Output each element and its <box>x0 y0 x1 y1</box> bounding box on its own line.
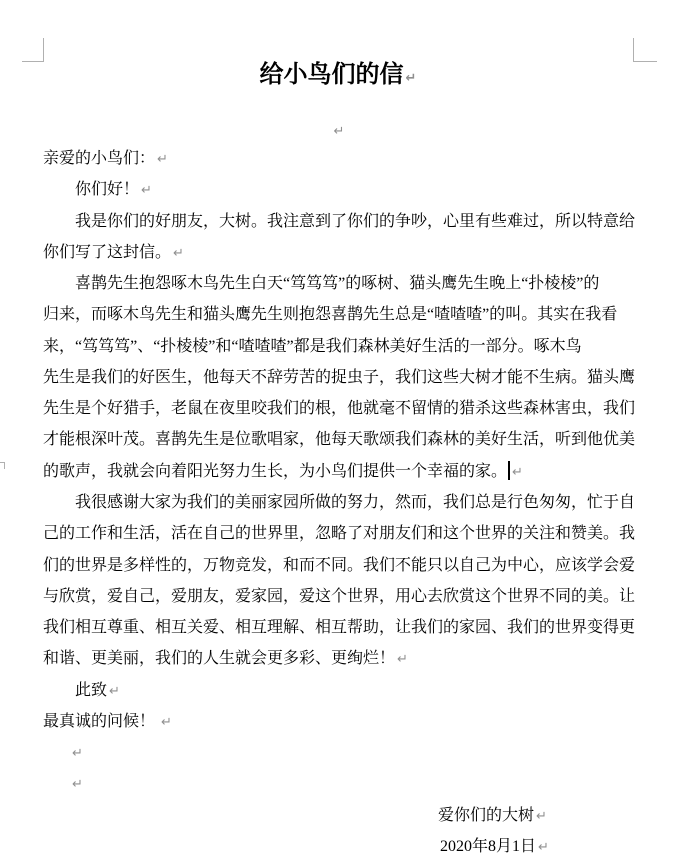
text-line[interactable] <box>43 518 655 549</box>
text-line[interactable] <box>43 174 683 205</box>
line-text: 的歌声，我就会向着阳光努力生长，为小鸟们提供一个幸福的家。 <box>43 463 508 480</box>
text-line[interactable] <box>43 424 655 455</box>
text-line[interactable] <box>43 487 683 518</box>
text-line[interactable] <box>43 362 655 393</box>
text-line[interactable] <box>43 800 683 831</box>
pilcrow-mark: ↵ <box>72 746 83 761</box>
pilcrow-mark: ↵ <box>397 652 408 667</box>
line-text: 亲爱的小鸟们： <box>43 150 156 167</box>
pilcrow-mark: ↵ <box>109 684 120 699</box>
line-text: 己的工作和生活，活在自己的世界里，忽略了对朋友们和这个世界的关注和赞美。我 <box>43 525 636 542</box>
text-line[interactable] <box>43 831 683 862</box>
text-line[interactable] <box>43 143 655 174</box>
pilcrow-mark: ↵ <box>405 71 417 86</box>
text-line[interactable] <box>43 706 655 737</box>
line-text: 我是你们的好朋友，大树。我注意到了你们的争吵，心里有些难过，所以特意给 <box>75 213 636 230</box>
text-line[interactable] <box>43 550 655 581</box>
line-text: 2020年8月1日 <box>440 838 537 855</box>
line-text: 你们好！ <box>75 181 140 198</box>
text-line[interactable] <box>43 299 655 330</box>
text-line[interactable] <box>43 206 683 237</box>
empty-line[interactable] <box>43 737 682 768</box>
empty-line[interactable] <box>43 768 682 799</box>
line-text: 先生是我们的好医生，他每天不辞劳苦的捉虫子，我们这些大树才能不生病。猫头鹰 <box>43 369 636 386</box>
line-text: 最真诚的问候！ <box>43 713 160 730</box>
text-line[interactable] <box>43 581 655 612</box>
line-text: 喜鹊先生抱怨啄木鸟先生白天“笃笃笃”的啄树、猫头鹰先生晚上“扑棱棱”的 <box>75 275 600 292</box>
pilcrow-mark: ↵ <box>157 152 168 167</box>
text-caret <box>508 461 510 480</box>
line-text: 和谐、更美丽，我们的人生就会更多彩、更绚烂！ <box>43 650 396 667</box>
line-text: 先生是个好猎手，老鼠在夜里咬我们的根，他就毫不留情的猎杀这些森林害虫，我们 <box>43 400 636 417</box>
text-line[interactable] <box>43 643 655 674</box>
text-line[interactable] <box>43 393 655 424</box>
line-text: 我很感谢大家为我们的美丽家园所做的努力，然而，我们总是行色匆匆，忙于自 <box>75 494 636 511</box>
line-text: 此致 <box>75 682 108 699</box>
line-text: 归来，而啄木鸟先生和猫头鹰先生则抱怨喜鹊先生总是“喳喳喳”的叫。其实在我看 <box>43 306 618 323</box>
line-text: 与欣赏，爱自己，爱朋友，爱家园，爱这个世界，用心去欣赏这个世界不同的美。让 <box>43 588 636 605</box>
text-line[interactable] <box>43 675 683 706</box>
pilcrow-mark: ↵ <box>141 183 152 198</box>
text-line[interactable] <box>43 456 655 487</box>
line-text: 才能根深叶茂。喜鹊先生是位歌唱家，他每天歌颂我们森林的美好生活，听到他优美 <box>43 431 636 448</box>
text-line[interactable] <box>43 268 683 299</box>
pilcrow-mark: ↵ <box>333 124 345 139</box>
line-text: 我们相互尊重、相互关爱、相互理解、相互帮助，让我们的家园、我们的世界变得更 <box>43 619 636 636</box>
pilcrow-mark: ↵ <box>512 465 523 480</box>
text-line[interactable] <box>43 237 655 268</box>
document-title-text: 给小鸟们的信 <box>259 61 404 88</box>
pilcrow-mark: ↵ <box>72 777 83 792</box>
text-line[interactable] <box>43 612 655 643</box>
pilcrow-mark: ↵ <box>173 246 184 261</box>
line-text: 你们写了这封信。 <box>43 244 172 261</box>
line-text: 爱你们的大树 <box>438 807 535 824</box>
line-text: 来，“笃笃笃”、“扑棱棱”和“喳喳喳”都是我们森林美好生活的一部分。啄木鸟 <box>43 338 582 355</box>
pilcrow-mark: ↵ <box>161 715 172 730</box>
text-line[interactable] <box>43 331 655 362</box>
pilcrow-mark: ↵ <box>538 840 549 855</box>
pilcrow-mark: ↵ <box>536 809 547 824</box>
line-text: 们的世界是多样性的，万物竞发，和而不同。我们不能只以自己为中心，应该学会爱 <box>43 557 636 574</box>
